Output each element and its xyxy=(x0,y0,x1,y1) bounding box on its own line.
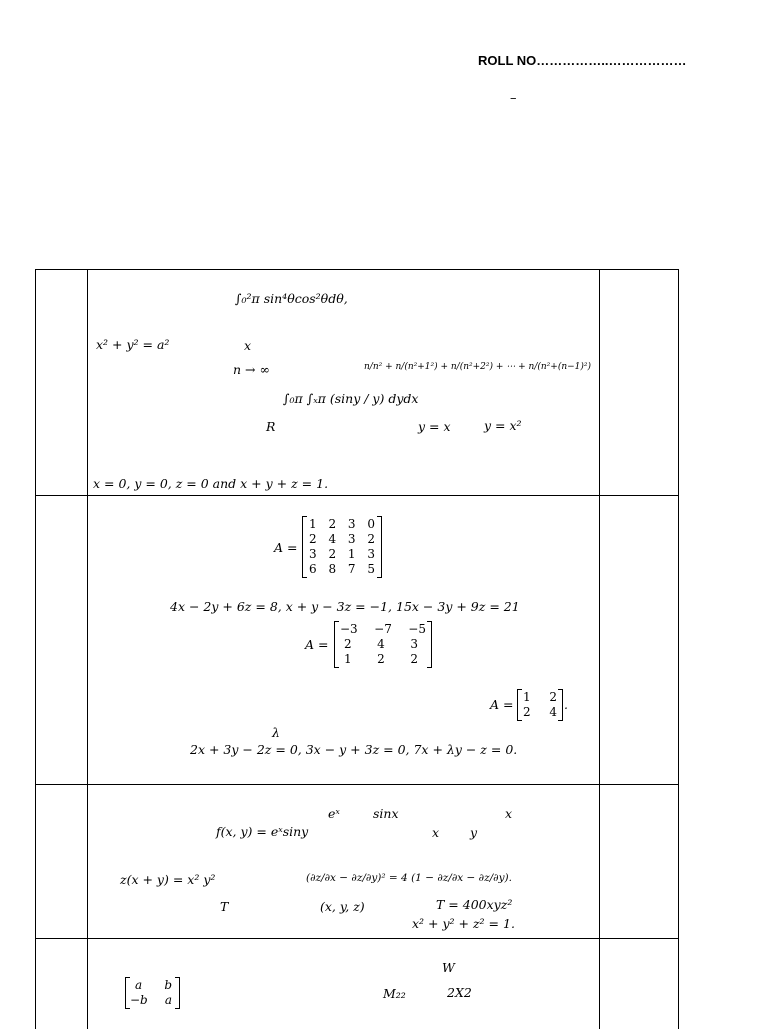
header-dash: – xyxy=(510,91,517,106)
q2-matrix2-label: A = xyxy=(305,637,329,652)
q4-W: W xyxy=(442,960,455,975)
q1-y-equals-x-squared: y = x² xyxy=(484,418,522,433)
q3-e-to-x: eˣ xyxy=(328,806,340,821)
matrix-row: −3 −7 −5 xyxy=(340,621,426,636)
q3-variable-y: y xyxy=(470,825,478,840)
q2-lambda: λ xyxy=(272,725,280,740)
row-divider-2 xyxy=(36,784,678,785)
q2-matrix3-period: . xyxy=(564,697,568,712)
q2-linear-system: 4x − 2y + 6z = 8, x + y − 3z = −1, 15x − 3y + 9z = 21 xyxy=(170,599,520,614)
row-divider-3 xyxy=(36,938,678,939)
q4-size: 2X2 xyxy=(447,985,472,1000)
col-divider-marks xyxy=(599,270,600,1029)
q3-temperature-T: T xyxy=(220,899,229,914)
q3-point: (x, y, z) xyxy=(320,899,365,914)
q1-planes: x = 0, y = 0, z = 0 and x + y + z = 1. xyxy=(93,476,329,491)
matrix-row: −b a xyxy=(130,992,172,1007)
matrix-row: 1 2 2 xyxy=(344,651,418,666)
q1-n-limit: n → ∞ xyxy=(233,362,270,377)
q2-homogeneous-system: 2x + 3y − 2z = 0, 3x − y + 3z = 0, 7x + λy − z = 0. xyxy=(190,742,518,757)
matrix-row: 2 4 3 xyxy=(344,636,418,651)
q1-series: n/n² + n/(n²+1²) + n/(n²+2²) + ⋯ + n/(n²+(n−1)²) xyxy=(364,362,592,372)
q1-double-integral: ∫₀π ∫ₓπ (siny / y) dydx xyxy=(283,391,419,406)
q3-variable-x: x xyxy=(505,806,513,821)
q1-variable-x: x xyxy=(244,338,252,353)
q2-matrix2 xyxy=(334,621,432,668)
matrix-row: 3 2 1 3 xyxy=(309,546,375,561)
matrix-row: 2 4 xyxy=(523,704,557,719)
q2-matrix1-label: A = xyxy=(274,540,298,555)
matrix-row: a b xyxy=(135,977,172,992)
matrix-row: 1 2 xyxy=(523,689,557,704)
q2-matrix3-label: A = xyxy=(490,697,514,712)
q3-temperature-equation: T = 400xyz² xyxy=(436,897,513,912)
q2-matrix3 xyxy=(517,689,563,721)
col-divider-qno xyxy=(87,270,88,1029)
q3-z-function: z(x + y) = x² y² xyxy=(120,872,216,887)
q3-pde: (∂z/∂x − ∂z/∂y)² = 4 (1 − ∂z/∂x − ∂z/∂y). xyxy=(306,872,512,884)
q1-integral: ∫₀²π sin⁴θcos²θdθ, xyxy=(235,291,348,306)
roll-number-field: ROLL NO……………..……………… xyxy=(478,53,687,68)
q4-M22: M₂₂ xyxy=(383,986,406,1001)
q1-y-equals-x: y = x xyxy=(418,419,451,434)
q3-sinx: sinx xyxy=(373,806,399,821)
matrix-row: 6 8 7 5 xyxy=(309,561,375,576)
q1-region: R xyxy=(266,419,276,434)
matrix-row: 1 2 3 0 xyxy=(309,516,375,531)
q4-matrix xyxy=(125,977,180,1009)
q3-sphere: x² + y² + z² = 1. xyxy=(412,916,515,931)
row-divider-1 xyxy=(36,495,678,496)
q1-circle-equation: x² + y² = a² xyxy=(96,337,170,352)
matrix-row: 2 4 3 2 xyxy=(309,531,375,546)
q3-variable-x2: x xyxy=(432,825,440,840)
q2-matrix1 xyxy=(302,516,382,578)
q3-function: f(x, y) = eˣsiny xyxy=(216,824,309,839)
